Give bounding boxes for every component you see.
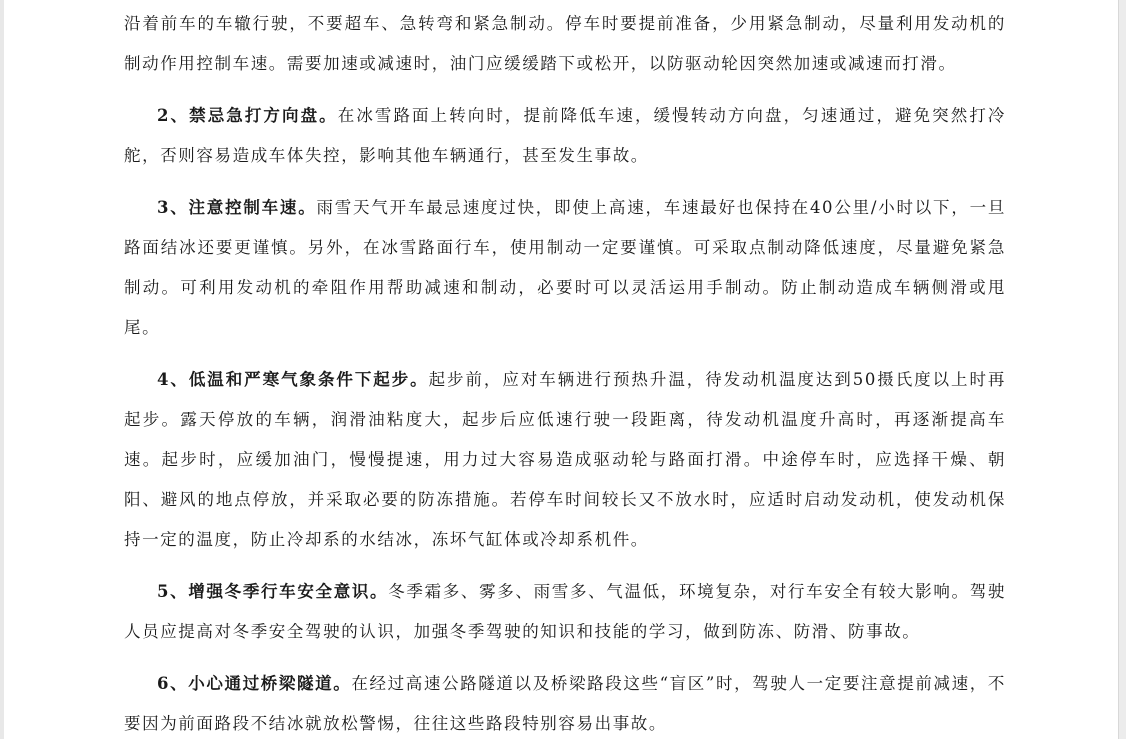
paragraph-text: 在经过高速公路隧道以及桥梁路段这些“盲区”时，驾驶人一定要注意提前减速，不要因为前面路段不结冰就放松警惕，往往这些路段特别容易出事故。 (124, 674, 1006, 733)
paragraph-heading: 3、注意控制车速。 (157, 198, 317, 217)
paragraph-item-2 (124, 96, 1006, 176)
paragraph-text: 雨雪天气开车最忌速度过快，即使上高速，车速最好也保持在40公里/小时以下，一旦路面结冰还要更谨慎。另外，在冰雪路面行车，使用制动一定要谨慎。可采取点制动降低速度，尽量避免紧急制动。可利用发动机的牵阻作用帮助减速和制动，必要时可以灵活运用手制动。防止制动造成车辆侧滑或甩尾。 (124, 198, 1006, 337)
paragraph-heading: 4、低温和严寒气象条件下起步。 (157, 370, 429, 389)
paragraph-heading: 5、增强冬季行车安全意识。 (157, 582, 389, 601)
paragraph-continued (124, 4, 1006, 84)
paragraph-item-3 (124, 188, 1006, 348)
scrollbar-track[interactable] (1118, 0, 1126, 739)
paragraph-text: 冬季霜多、雾多、雨雪多、气温低，环境复杂，对行车安全有较大影响。驾驶人员应提高对冬季安全驾驶的认识，加强冬季驾驶的知识和技能的学习，做到防冻、防滑、防事故。 (124, 582, 1006, 641)
paragraph-item-4 (124, 360, 1006, 560)
paragraph-text: 起步前，应对车辆进行预热升温，待发动机温度达到50摄氏度以上时再起步。露天停放的车辆，润滑油粘度大，起步后应低速行驶一段距离，待发动机温度升高时，再逐渐提高车速。起步时，应缓加油门，慢慢提速，用力过大容易造成驱动轮与路面打滑。中途停车时，应选择干燥、朝阳、避风的地点停放，并采取必要的防冻措施。若停车时间较长又不放水时，应适时启动发动机，使发动机保持一定的温度，防止冷却系的水结冰，冻坏气缸体或冷却系机件。 (124, 370, 1006, 549)
paragraph-item-6 (124, 664, 1006, 744)
paragraph-text: 在冰雪路面上转向时，提前降低车速，缓慢转动方向盘，匀速通过，避免突然打冷舵，否则容易造成车体失控，影响其他车辆通行，甚至发生事故。 (124, 106, 1006, 165)
paragraph-text: 沿着前车的车辙行驶，不要超车、急转弯和紧急制动。停车时要提前准备，少用紧急制动，尽量利用发动机的制动作用控制车速。需要加速或减速时，油门应缓缓踏下或松开，以防驱动轮因突然加速或减速而打滑。 (124, 14, 1006, 73)
paragraph-item-5 (124, 572, 1006, 652)
paragraph-heading: 6、小心通过桥梁隧道。 (157, 674, 352, 693)
page-left-edge (0, 0, 4, 739)
document-body (124, 4, 1006, 744)
paragraph-heading: 2、禁忌急打方向盘。 (157, 106, 338, 125)
